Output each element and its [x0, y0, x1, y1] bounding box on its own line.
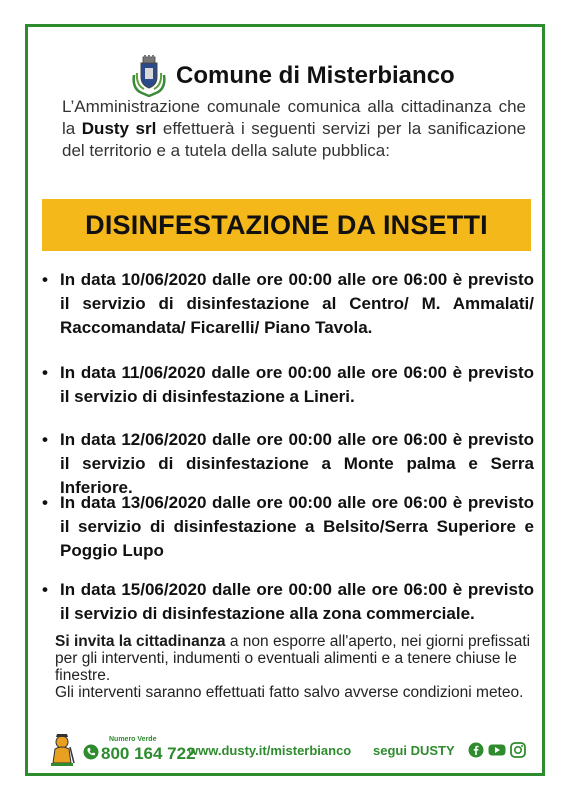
website-link[interactable]: www.dusty.it/misterbianco: [188, 743, 352, 758]
schedule-item-text: In data 12/06/2020 dalle ore 00:00 alle ore 06:00 è previsto il servizio di disinfestazione a Monte palma e Serra Inferiore.: [60, 430, 534, 497]
bullet: •: [42, 430, 48, 449]
header: [130, 55, 455, 97]
phone-label: Numero Verde: [109, 736, 157, 743]
company-name: Dusty srl: [81, 119, 157, 138]
intro-paragraph: [62, 96, 526, 162]
bullet: •: [42, 493, 48, 512]
schedule-item: [42, 428, 534, 500]
dusty-mascot-icon: [48, 733, 76, 767]
intro-after: effettuerà i seguenti servizi per la sanificazione del territorio e a tutela della salute pubblica:: [62, 119, 526, 160]
instagram-icon[interactable]: [510, 742, 526, 758]
footer: [48, 733, 528, 767]
bullet: •: [42, 580, 48, 599]
bullet: •: [42, 363, 48, 382]
schedule-item: [42, 361, 534, 409]
follow-label: segui DUSTY: [373, 743, 455, 758]
schedule-item: [42, 491, 534, 563]
notice-paragraph: [55, 633, 533, 701]
schedule-item-text: In data 11/06/2020 dalle ore 00:00 alle ore 06:00 è previsto il servizio di disinfestazione a Lineri.: [60, 363, 534, 406]
phone-icon: [83, 744, 99, 760]
comune-title: Comune di Misterbianco: [176, 62, 455, 89]
schedule-item-text: In data 10/06/2020 dalle ore 00:00 alle ore 06:00 è previsto il servizio di disinfestazione al Centro/ M. Ammalati/ Raccomandata/ Ficarelli/ Piano Tavola.: [60, 270, 534, 337]
bullet: •: [42, 270, 48, 289]
facebook-icon[interactable]: [468, 742, 484, 758]
schedule-item-text: In data 13/06/2020 dalle ore 00:00 alle ore 06:00 è previsto il servizio di disinfestazione a Belsito/Serra Superiore e Poggio Lupo: [60, 493, 534, 560]
intro-before: L’Amministrazione comunale comunica alla cittadinanza che la: [62, 97, 526, 138]
coat-of-arms-icon: [130, 55, 168, 97]
youtube-icon[interactable]: [488, 742, 506, 758]
schedule-item: [42, 578, 534, 626]
banner-title: DISINFESTAZIONE DA INSETTI: [85, 209, 488, 240]
notice-body: a non esporre all'aperto, nei giorni prefissati per gli interventi, indumenti o eventuali alimenti e a tenere chiuse le finestre.: [55, 633, 531, 684]
schedule-item: [42, 268, 534, 340]
notice-closing: Gli interventi saranno effettuati fatto salvo avverse condizioni meteo.: [55, 684, 524, 701]
phone-number: 800 164 722: [101, 744, 196, 763]
notice-lead: Si invita la cittadinanza: [55, 633, 226, 650]
title-banner: [42, 199, 531, 251]
schedule-item-text: In data 15/06/2020 dalle ore 00:00 alle ore 06:00 è previsto il servizio di disinfestazione alla zona commerciale.: [60, 580, 534, 623]
